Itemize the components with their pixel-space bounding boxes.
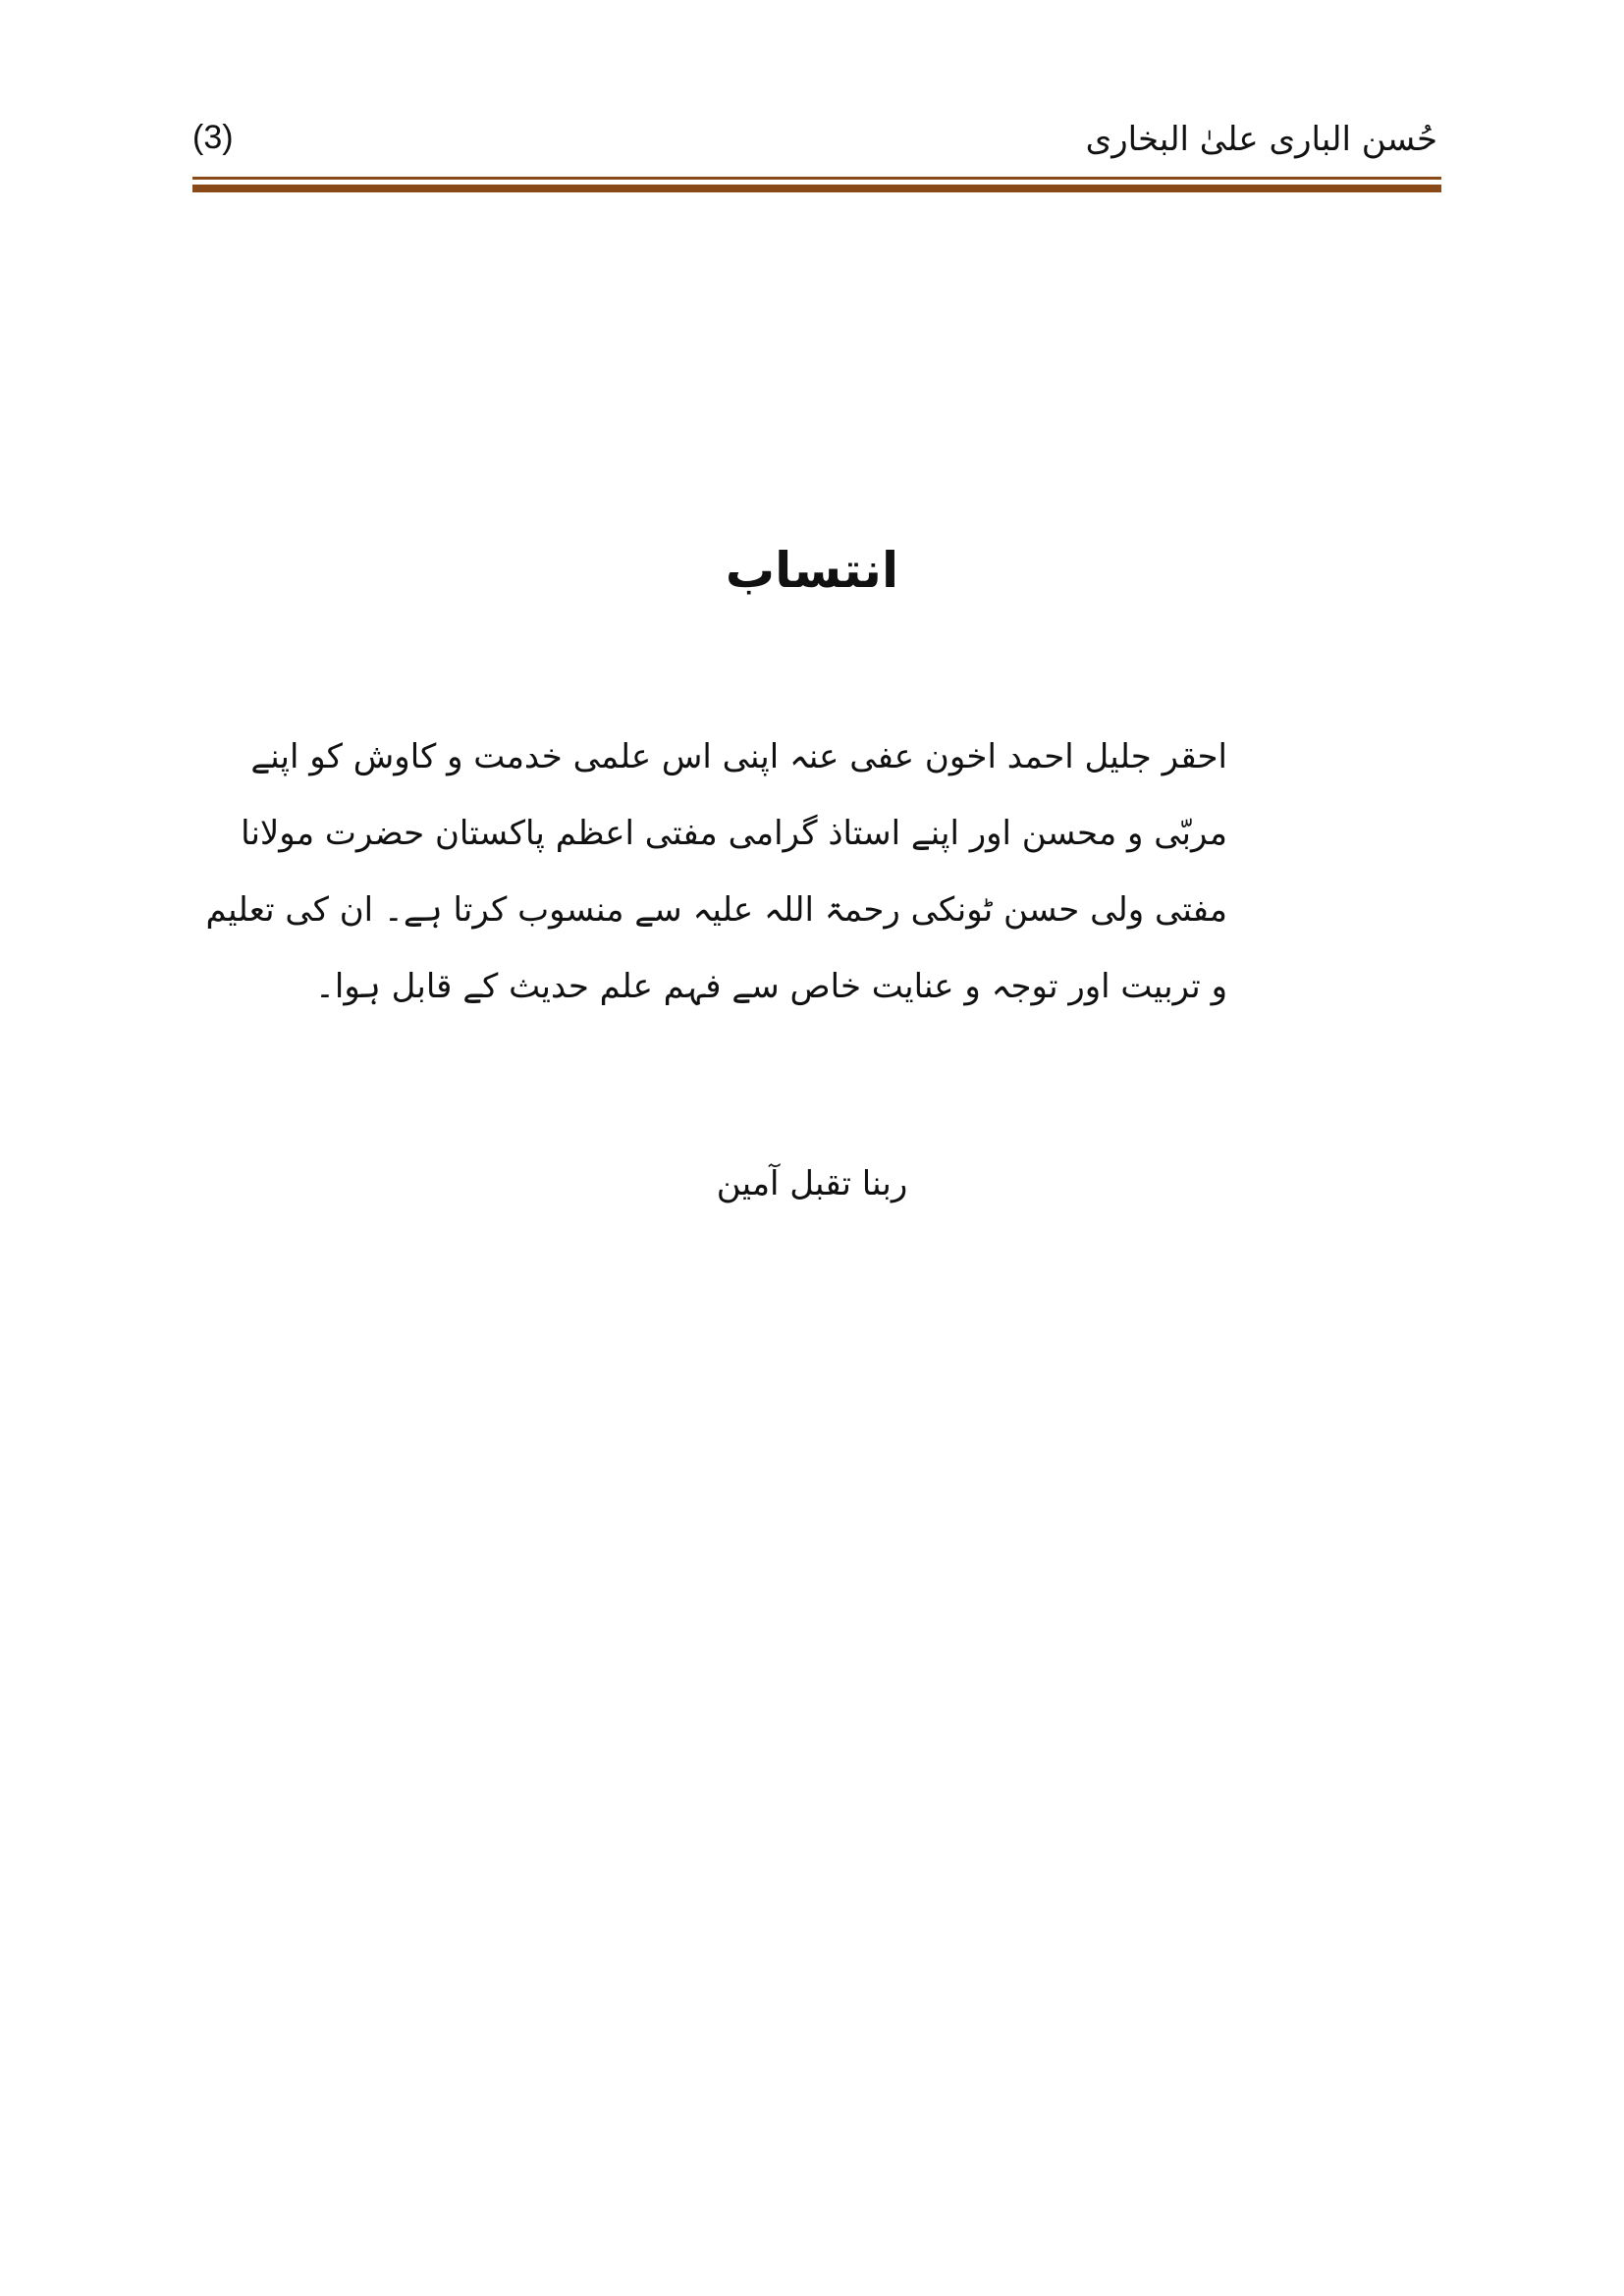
- header-rule-thin: [192, 177, 1441, 180]
- dedication-line-1: احقر جلیل احمد اخون عفی عنہ اپنی اس علمی خدمت و کاوش کو اپنے: [250, 737, 1227, 776]
- page-number: (3): [192, 119, 234, 156]
- dedication-heading: انتساب: [725, 542, 899, 599]
- header-rule-thick: [192, 185, 1441, 192]
- dedication-line-3: مفتی ولی حسن ٹونکی رحمۃ اللہ علیہ سے منسوب کرتا ہے۔ ان کی تعلیم: [205, 890, 1227, 930]
- dedication-paragraph: [205, 719, 1227, 1025]
- running-title: حُسن الباری علیٰ البخاری: [1085, 120, 1437, 159]
- dedication-line-2: مربّی و محسن اور اپنے استاذ گرامی مفتی اعظم پاکستان حضرت مولانا: [241, 814, 1227, 853]
- closing-prayer: ربنا تقبل آمین: [716, 1164, 908, 1203]
- dedication-line-4: و تربیت اور توجہ و عنایت خاص سے فہم علم حدیث کے قابل ہوا۔: [314, 967, 1227, 1006]
